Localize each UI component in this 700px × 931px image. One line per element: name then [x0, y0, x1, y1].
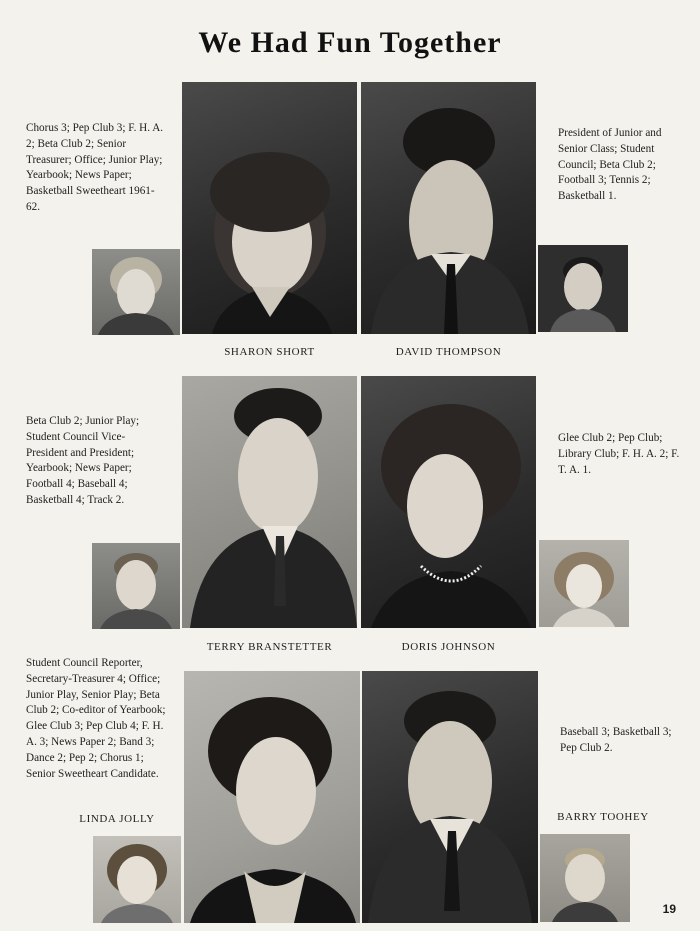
name-doris-johnson: DORIS JOHNSON [401, 641, 496, 653]
child-photo-doris-johnson [539, 540, 629, 627]
senior-portrait-terry-branstetter [182, 376, 357, 628]
senior-portrait-linda-jolly [184, 671, 360, 923]
bio-terry-branstetter: Beta Club 2; Junior Play; Student Council Vice-President and President; Yearbook; News Paper; Football 4; Baseball 4; Basketball 4; Track 2. [26, 415, 140, 506]
bio-linda-jolly: Student Council Reporter, Secretary-Treasurer 4; Office; Junior Play, Senior Play; Beta Club 2; Co-editor of Yearbook; Glee Club 3; Pep Club 4; F. H. A. 3; News Paper 2; Band 3; Dance 2; Pep 2; Chorus 1; Senior Sweetheart Candidate. [26, 657, 166, 780]
page-title: We Had Fun Together [198, 26, 502, 59]
child-photo-david-thompson [538, 245, 628, 332]
name-terry-branstetter: TERRY BRANSTETTER [206, 641, 333, 653]
bio-doris-johnson: Glee Club 2; Pep Club; Library Club; F. H. A. 2; F. T. A. 1. [558, 432, 680, 476]
bio-barry-toohey: Baseball 3; Basketball 3; Pep Club 2. [560, 726, 672, 754]
name-david-thompson: DAVID THOMPSON [395, 346, 502, 358]
child-photo-sharon-short [92, 249, 180, 335]
senior-portrait-doris-johnson [361, 376, 536, 628]
name-barry-toohey: BARRY TOOHEY [557, 811, 649, 823]
bio-david-thompson: President of Junior and Senior Class; Student Council; Beta Club 2; Football 3; Tennis 2; Basketball 1. [558, 127, 662, 203]
bio-sharon-short: Chorus 3; Pep Club 3; F. H. A. 2; Beta Club 2; Senior Treasurer; Office; Junior Play; Yearbook; News Paper; Basketball Sweetheart 1961-62. [26, 122, 164, 213]
child-photo-linda-jolly [93, 836, 181, 923]
senior-portrait-david-thompson [361, 82, 536, 334]
page-number: 19 [662, 902, 676, 916]
child-photo-barry-toohey [540, 834, 630, 922]
senior-portrait-barry-toohey [362, 671, 538, 923]
child-photo-terry-branstetter [92, 543, 180, 629]
senior-portrait-sharon-short [182, 82, 357, 334]
name-sharon-short: SHARON SHORT [224, 346, 315, 358]
name-linda-jolly: LINDA JOLLY [79, 813, 155, 825]
